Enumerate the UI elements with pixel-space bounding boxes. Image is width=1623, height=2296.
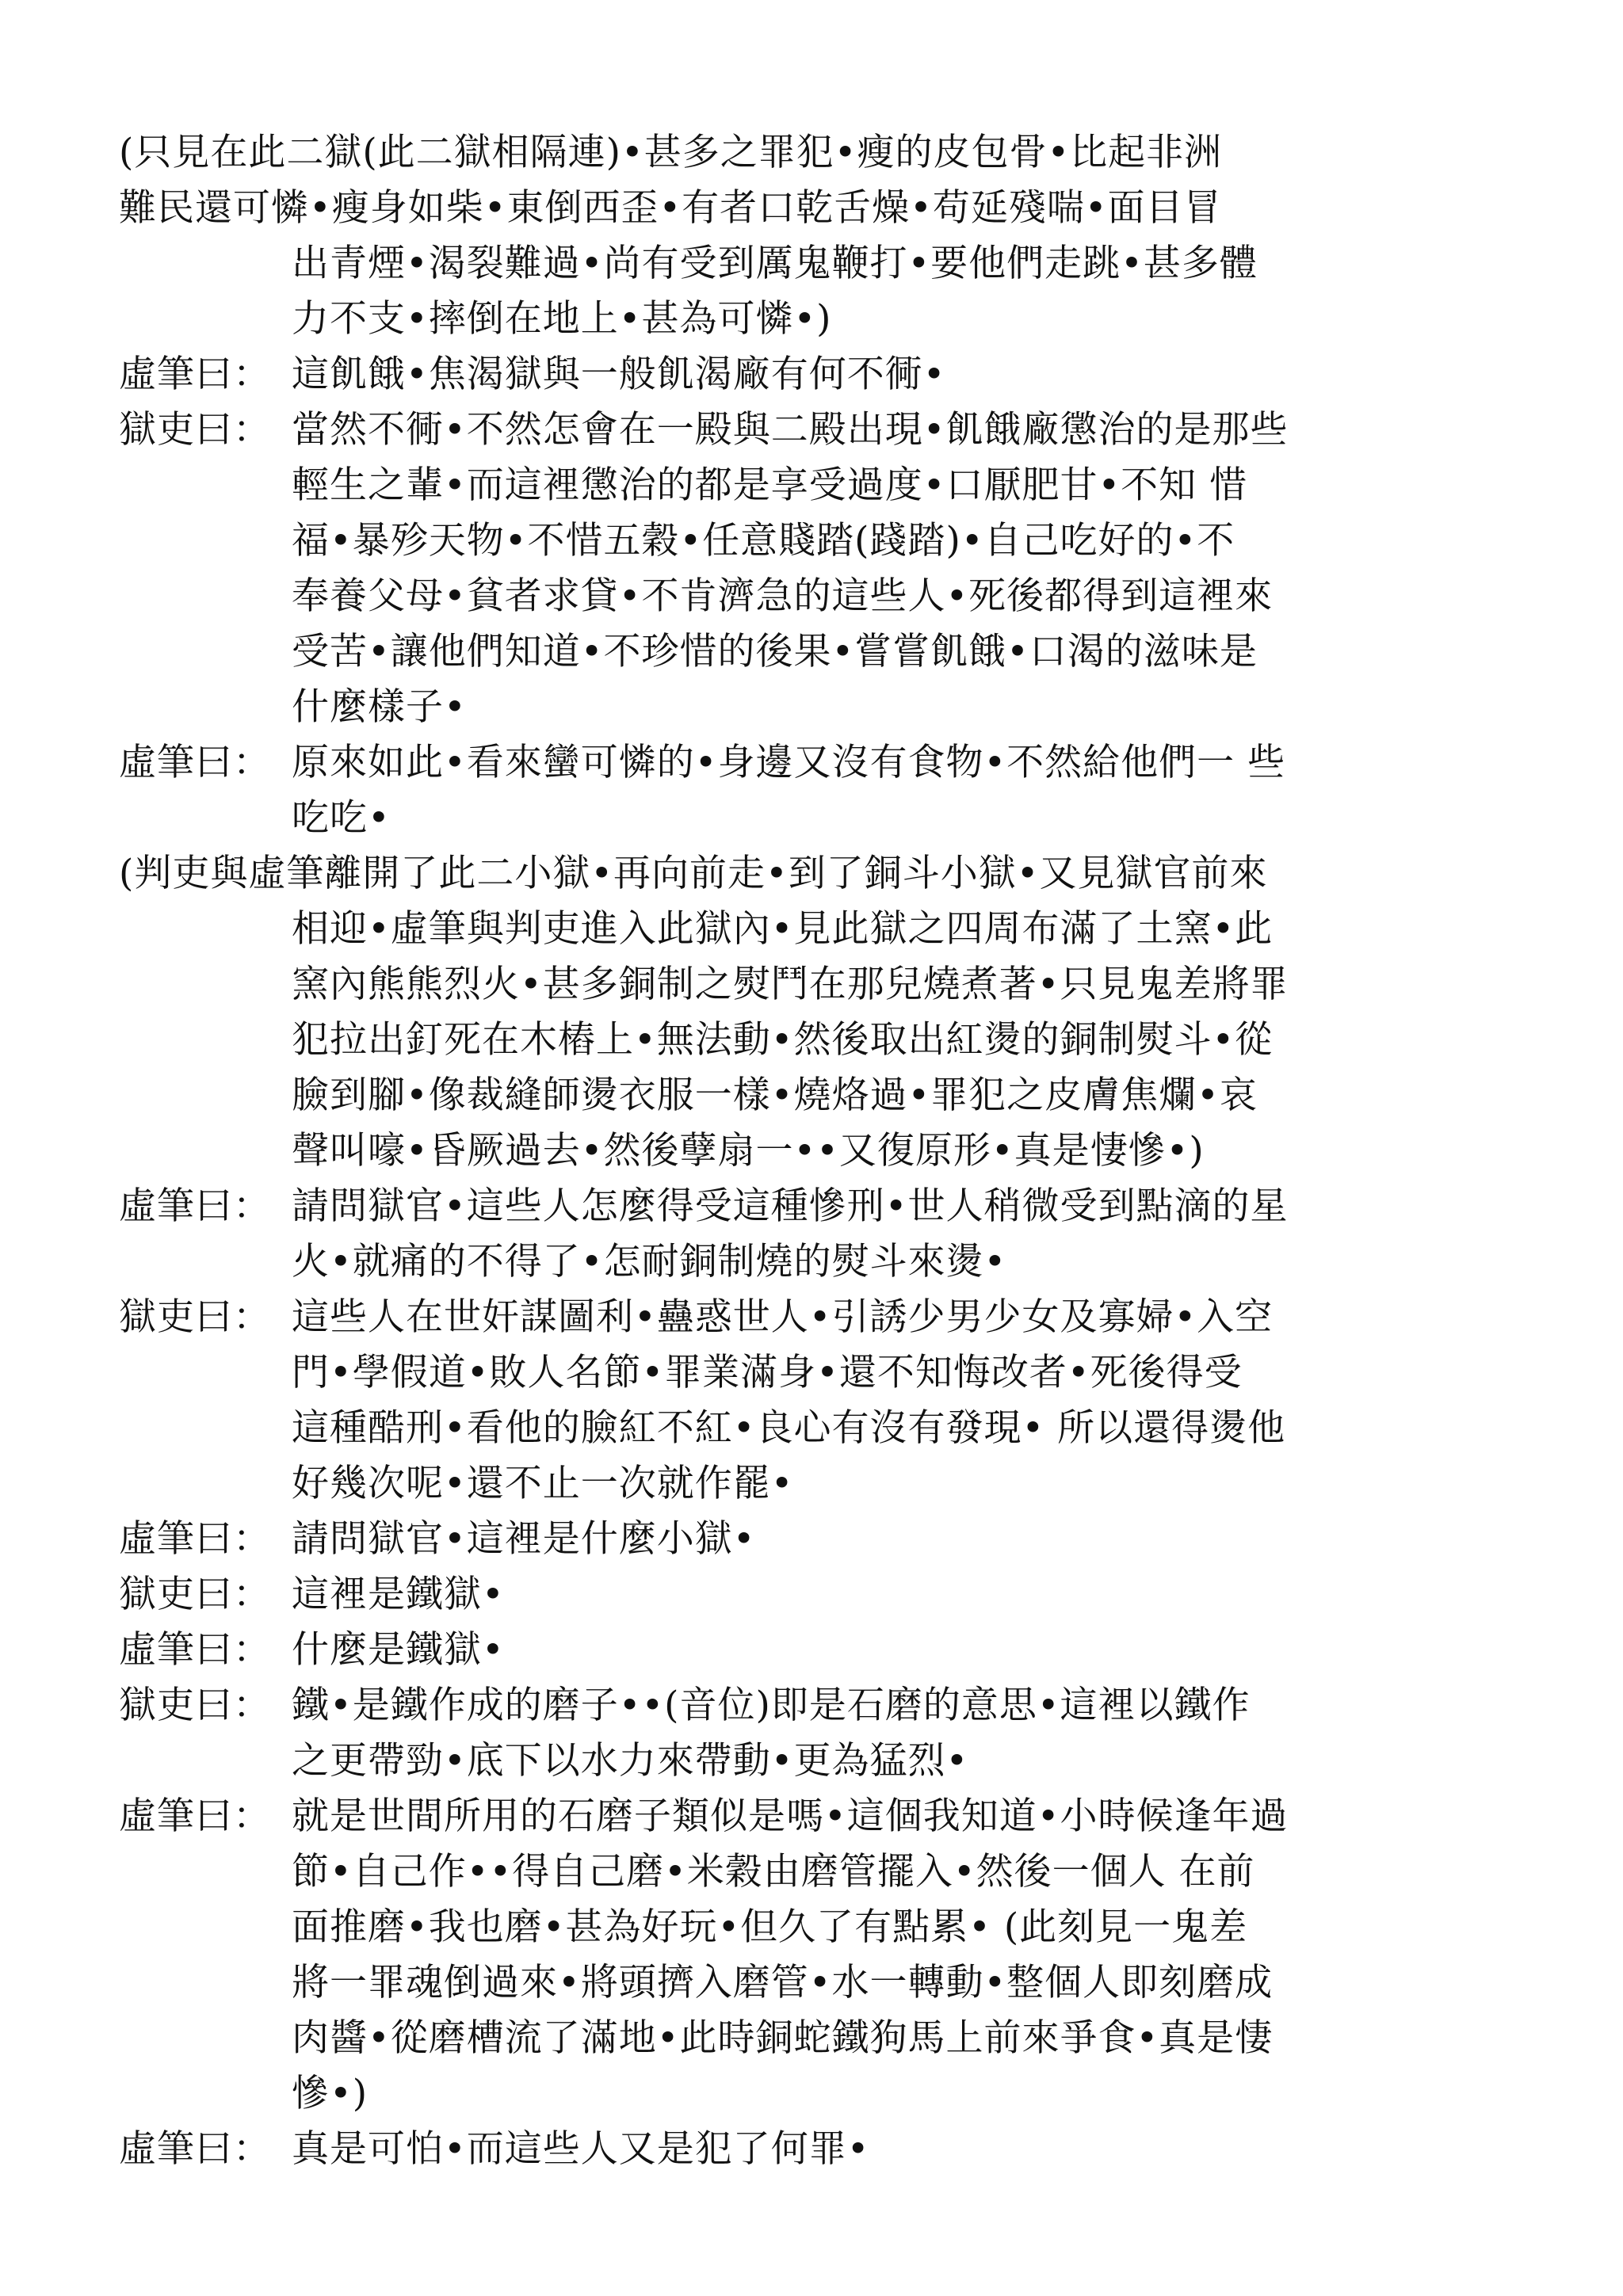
text-line: 面推磨•我也磨•甚為好玩•但久了有點累• (此刻見一鬼差 <box>292 1905 1248 1949</box>
dialogue-entry <box>119 1512 1514 1567</box>
text-line: 這裡是鐵獄• <box>292 1573 505 1616</box>
speech-text <box>292 347 1504 402</box>
speech-text <box>292 735 1504 846</box>
document-page <box>119 125 1514 2177</box>
dialogue-entry <box>119 1789 1514 2122</box>
text-line: 請問獄官•這裡是什麼小獄• <box>292 1517 756 1561</box>
text-line: 門•學假道•敗人名節•罪業滿身•還不知悔改者•死後得受 <box>292 1351 1243 1394</box>
text-line: 鐵•是鐵作成的磨子••(音位)即是石磨的意思•這裡以鐵作 <box>292 1684 1251 1727</box>
text-line: 犯拉出釘死在木樁上•無法動•然後取出紅燙的銅制熨斗•從 <box>292 1018 1274 1062</box>
text-line: 力不支•摔倒在地上•甚為可憐•) <box>292 297 832 341</box>
speaker-label: 虛筆曰： <box>119 1794 271 1838</box>
dialogue-entry <box>119 1678 1514 1789</box>
text-line: 輕生之輩•而這裡懲治的都是享受過度•口厭肥甘•不知 惜 <box>292 463 1248 507</box>
dialogue-entry <box>119 347 1514 402</box>
speaker-label: 虛筆曰： <box>119 1517 271 1561</box>
speech-text <box>292 402 1504 735</box>
text-line: 出青煙•渴裂難過•尚有受到厲鬼鞭打•要他們走跳•甚多體 <box>292 242 1258 285</box>
narration-paragraph <box>119 125 1514 347</box>
text-line: 之更帶勁•底下以水力來帶動•更為猛烈• <box>292 1739 969 1783</box>
text-line: 就是世間所用的石磨子類似是嗎•這個我知道•小時候逢年過 <box>292 1794 1289 1838</box>
text-line: 節•自己作••得自己磨•米穀由磨管擺入•然後一個人 在前 <box>292 1850 1255 1894</box>
speech-text <box>292 1290 1504 1512</box>
text-line: 當然不衕•不然怎會在一殿與二殿出現•飢餓廠懲治的是那些 <box>292 408 1289 452</box>
text-line: 聲叫嚎•昏厥過去•然後孽扇一••又復原形•真是悽慘•) <box>292 1129 1205 1173</box>
dialogue-entry <box>119 1567 1514 1623</box>
speech-text <box>292 1567 1504 1623</box>
text-line: 請問獄官•這些人怎麼得受這種慘刑•世人稍微受到點滴的星 <box>292 1184 1289 1228</box>
dialogue-entry <box>119 2122 1514 2177</box>
text-line: 肉醬•從磨槽流了滿地•此時銅蛇鐵狗馬上前來爭食•真是悽 <box>292 2016 1274 2060</box>
text-line: 什麼是鐵獄• <box>292 1628 505 1672</box>
speaker-label: 虛筆曰： <box>119 741 271 784</box>
narration-text <box>119 846 1514 1179</box>
dialogue-entry <box>119 1179 1514 1290</box>
text-line: (判吏與虛筆離開了此二小獄•再向前走•到了銅斗小獄•又見獄官前來 <box>119 852 1268 895</box>
text-line: 難民還可憐•瘦身如柴•東倒西歪•有者口乾舌燥•苟延殘喘•面目冒 <box>119 186 1222 230</box>
text-line: 慘•) <box>292 2072 369 2115</box>
dialogue-entry <box>119 1290 1514 1512</box>
dialogue-entry <box>119 735 1514 846</box>
text-line: 吃吃• <box>292 796 391 840</box>
text-line: 窯內熊熊烈火•甚多銅制之熨鬥在那兒燒煮著•只見鬼差將罪 <box>292 963 1289 1006</box>
narration-text <box>119 125 1514 347</box>
text-line: 這些人在世奸謀圖利•蠱惑世人•引誘少男少女及寡婦•入空 <box>292 1295 1274 1339</box>
speaker-label: 獄吏曰： <box>119 1295 271 1339</box>
speaker-label: 獄吏曰： <box>119 408 271 452</box>
text-line: 將一罪魂倒過來•將頭擠入磨管•水一轉動•整個人即刻磨成 <box>292 1961 1274 2004</box>
speaker-label: 虛筆曰： <box>119 353 271 396</box>
speech-text <box>292 1789 1504 2122</box>
speech-text <box>292 1512 1504 1567</box>
speaker-label: 獄吏曰： <box>119 1573 271 1616</box>
dialogue-entry <box>119 402 1514 735</box>
text-line: (只見在此二獄(此二獄相隔連)•甚多之罪犯•瘦的皮包骨•比起非洲 <box>119 131 1223 174</box>
text-line: 火•就痛的不得了•怎耐銅制燒的熨斗來燙• <box>292 1240 1007 1283</box>
text-line: 原來如此•看來蠻可憐的•身邊又沒有食物•不然給他們一 些 <box>292 741 1286 784</box>
speech-text <box>292 1623 1504 1678</box>
text-line: 什麼樣子• <box>292 685 467 729</box>
speaker-label: 虛筆曰： <box>119 2127 271 2171</box>
text-line: 真是可怕•而這些人又是犯了何罪• <box>292 2127 870 2171</box>
text-line: 臉到腳•像裁縫師燙衣服一樣•燒烙過•罪犯之皮膚焦爛•哀 <box>292 1074 1258 1117</box>
text-line: 福•暴殄天物•不惜五穀•任意賤踏(踐踏)•自己吃好的•不 <box>292 519 1235 563</box>
text-line: 奉養父母•貧者求貸•不肯濟急的這些人•死後都得到這裡來 <box>292 574 1274 618</box>
speaker-label: 虛筆曰： <box>119 1628 271 1672</box>
text-line: 受苦•讓他們知道•不珍惜的後果•嘗嘗飢餓•口渴的滋味是 <box>292 630 1258 673</box>
speech-text <box>292 2122 1504 2177</box>
speaker-label: 虛筆曰： <box>119 1184 271 1228</box>
speech-text <box>292 1678 1504 1789</box>
speaker-label: 獄吏曰： <box>119 1684 271 1727</box>
dialogue-entry <box>119 1623 1514 1678</box>
text-line: 相迎•虛筆與判吏進入此獄內•見此獄之四周布滿了土窯•此 <box>292 907 1274 951</box>
speech-text <box>292 1179 1504 1290</box>
text-line: 這種酷刑•看他的臉紅不紅•良心有沒有發現• 所以還得燙他 <box>292 1406 1286 1450</box>
text-line: 這飢餓•焦渴獄與一般飢渴廠有何不衕• <box>292 353 946 396</box>
narration-paragraph <box>119 846 1514 1179</box>
text-line: 好幾次呢•還不止一次就作罷• <box>292 1462 794 1505</box>
